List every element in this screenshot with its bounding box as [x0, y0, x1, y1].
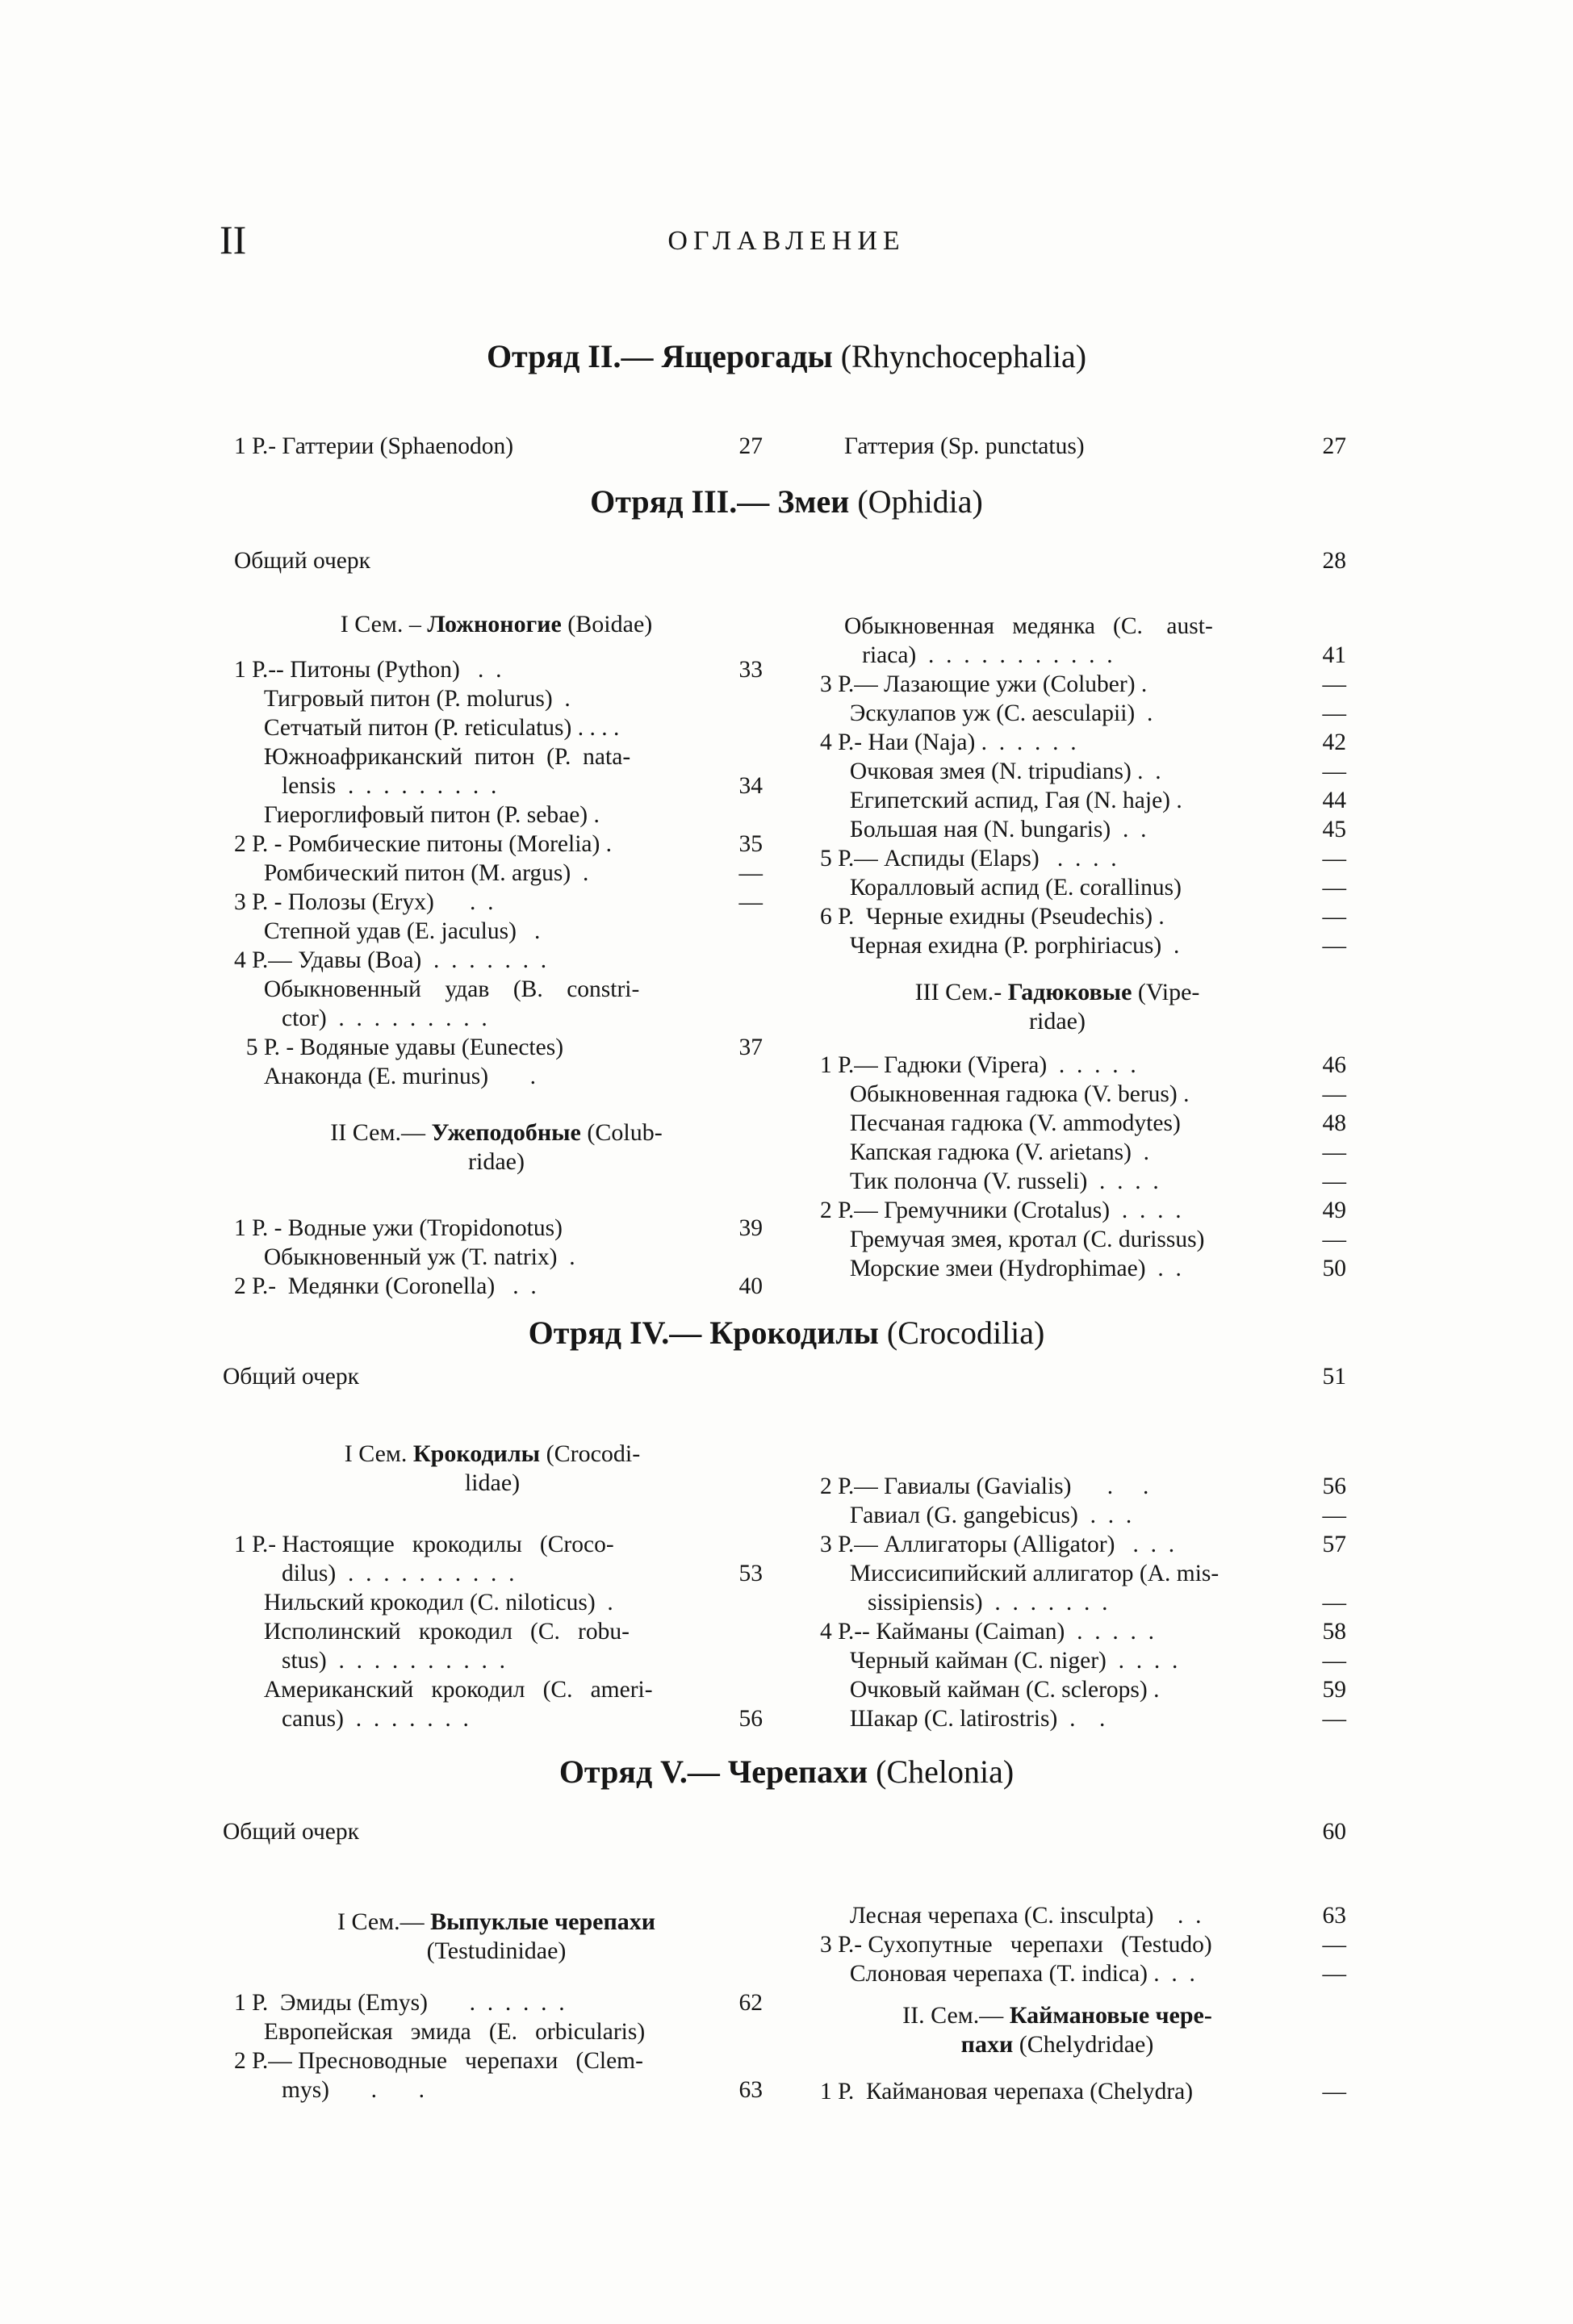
- toc-page-number: —: [1322, 1961, 1346, 1987]
- toc-page-number: —: [1322, 759, 1346, 784]
- toc-entry: Анаконда (E. murinus) .: [234, 1064, 537, 1089]
- toc-page-number: 56: [1322, 1473, 1346, 1499]
- toc-entry: 2 Р.— Пресноводные черепахи (Clem-: [234, 2048, 643, 2074]
- toc-page-number: 46: [1322, 1052, 1346, 1078]
- toc-entry: canus) . . . . . . .: [234, 1706, 469, 1732]
- toc-entry: Европейская эмида (E. orbicularis): [234, 2019, 646, 2045]
- toc-page-number: 41: [1322, 642, 1346, 668]
- toc-entry: stus) . . . . . . . . . .: [234, 1648, 505, 1674]
- toc-page-number: —: [738, 889, 763, 915]
- toc-page-number: 58: [1322, 1619, 1346, 1645]
- toc-entry: 1 Р.- Настоящие крокодилы (Croco-: [234, 1532, 614, 1557]
- toc-entry: Американский крокодил (C. ameri-: [234, 1677, 653, 1703]
- toc-entry: Слоновая черепаха (T. indica) . . .: [820, 1961, 1195, 1987]
- toc-entry: 2 Р.- Медянки (Coronella) . .: [234, 1273, 537, 1299]
- toc-entry: Коралловый аспид (E. corallinus): [820, 875, 1182, 901]
- family-heading-line: II Сем.— Ужеподобные (Colub-: [330, 1119, 663, 1146]
- toc-entry: Морские змеи (Hydrophimae) . .: [820, 1256, 1182, 1281]
- section-heading-bold: Отряд II.— Ящерогады: [486, 338, 833, 374]
- toc-entry: Обыкновенный удав (B. constri-: [234, 976, 640, 1002]
- toc-entry: Гаттерия (Sp. punctatus): [844, 433, 1085, 459]
- toc-entry: Египетский аспид, Гая (N. haje) .: [820, 788, 1182, 813]
- family-heading-line: I Сем.— Выпуклые черепахи: [337, 1908, 656, 1935]
- toc-entry: 1 Р.— Гадюки (Vipera) . . . . .: [820, 1052, 1136, 1078]
- toc-entry: Ромбический питон (M. argus) .: [234, 860, 589, 886]
- family-heading-line: III Сем.- Гадюковые (Vipe-: [914, 979, 1200, 1005]
- toc-page-number: —: [1322, 846, 1346, 872]
- toc-entry: 2 Р.— Гавиалы (Gavialis) . .: [820, 1473, 1149, 1499]
- toc-entry: Тигровый питон (P. molurus) .: [234, 686, 571, 712]
- toc-page-number: 59: [1322, 1677, 1346, 1703]
- toc-entry: 1 Р.-- Питоны (Python) . .: [234, 657, 502, 683]
- toc-page-number: 27: [738, 433, 763, 459]
- toc-entry: 1 Р. Эмиды (Emys) . . . . . .: [234, 1990, 565, 2016]
- toc-entry: 2 Р. - Ромбические питоны (Morelia) .: [234, 831, 613, 857]
- running-head: ОГЛАВЛЕНИЕ: [667, 226, 906, 256]
- toc-page-number: 60: [1322, 1819, 1346, 1845]
- toc-entry: Степной удав (E. jaculus) .: [234, 918, 541, 944]
- toc-page-number: —: [1322, 1503, 1346, 1528]
- family-heading-line: ridae): [468, 1148, 525, 1175]
- toc-entry: dilus) . . . . . . . . . .: [234, 1561, 515, 1586]
- toc-entry: Эскулапов уж (C. aesculapii) .: [820, 700, 1153, 726]
- section-heading-latin: (Chelonia): [868, 1753, 1015, 1790]
- toc-page-number: —: [1322, 1168, 1346, 1194]
- toc-entry: Очковая змея (N. tripudians) . .: [820, 759, 1161, 784]
- toc-entry: 1 Р.- Гаттерии (Sphaenodon): [234, 433, 514, 459]
- toc-entry: Исполинский крокодил (C. robu-: [234, 1619, 630, 1645]
- toc-entry: Гремучая змея, кротал (C. durissus): [820, 1227, 1205, 1252]
- toc-page-number: —: [1322, 671, 1346, 697]
- toc-page-number: —: [1322, 904, 1346, 930]
- toc-entry: Черный кайман (C. niger) . . . .: [820, 1648, 1178, 1674]
- toc-entry: 3 Р. - Полозы (Eryx) . .: [234, 889, 494, 915]
- section-heading-latin: (Rhynchocephalia): [832, 338, 1087, 374]
- toc-page-number: 50: [1322, 1256, 1346, 1281]
- toc-entry: sissipiensis) . . . . . . .: [820, 1590, 1108, 1616]
- toc-entry: Общий очерк: [234, 548, 370, 574]
- family-heading: [270, 610, 722, 639]
- toc-page-number: —: [1322, 1227, 1346, 1252]
- page-number: II: [220, 217, 247, 262]
- toc-page-number: —: [1322, 1590, 1346, 1616]
- toc-page-number: —: [1322, 875, 1346, 901]
- toc-entry: Общий очерк: [223, 1364, 359, 1390]
- toc-page-number: 56: [738, 1706, 763, 1732]
- toc-page-number: 34: [738, 773, 763, 799]
- section-heading-bold: Отряд IV.— Крокодилы: [528, 1315, 879, 1351]
- toc-entry: 4 Р.-- Кайманы (Caiman) . . . . .: [820, 1619, 1154, 1645]
- toc-page-number: 33: [738, 657, 763, 683]
- toc-entry: Песчаная гадюка (V. ammodytes): [820, 1110, 1181, 1136]
- toc-page-number: 57: [1322, 1532, 1346, 1557]
- family-heading-line: I Сем. – Ложноногие (Boidae): [340, 611, 653, 637]
- toc-entry: Шакар (C. latirostris) . .: [820, 1706, 1106, 1732]
- toc-entry: Обыкновенная гадюка (V. berus) .: [820, 1081, 1190, 1107]
- section-heading-bold: Отряд V.— Черепахи: [558, 1753, 868, 1790]
- toc-page-number: 63: [1322, 1903, 1346, 1929]
- toc-page-number: 48: [1322, 1110, 1346, 1136]
- toc-entry: 3 Р.- Сухопутные черепахи (Testudo): [820, 1932, 1212, 1958]
- toc-page-number: 63: [738, 2077, 763, 2103]
- toc-entry: 4 Р.- Наи (Naja) . . . . . .: [820, 729, 1077, 755]
- family-heading-line: (Testudinidae): [426, 1937, 567, 1964]
- family-heading-line: пахи (Chelydridae): [960, 2031, 1154, 2058]
- toc-entry: Лесная черепаха (C. insculpta) . .: [820, 1903, 1202, 1929]
- toc-page-number: 28: [1322, 548, 1346, 574]
- family-heading-line: II. Сем.— Каймановые чере-: [902, 2002, 1212, 2029]
- toc-page-number: —: [1322, 1139, 1346, 1165]
- family-heading: [270, 1908, 722, 1966]
- toc-page-number: —: [1322, 700, 1346, 726]
- toc-page-number: —: [1322, 1648, 1346, 1674]
- toc-page-number: 53: [738, 1561, 763, 1586]
- family-heading-line: ridae): [1029, 1008, 1086, 1035]
- toc-entry: Черная ехидна (P. porphiriacus) .: [820, 933, 1180, 959]
- toc-entry: Южноафриканский питон (P. nata-: [234, 744, 631, 770]
- toc-page-number: 42: [1322, 729, 1346, 755]
- toc-entry: 3 Р.— Лазающие ужи (Coluber) .: [820, 671, 1148, 697]
- toc-entry: Гиероглифовый питон (P. sebae) .: [234, 802, 600, 828]
- section-heading: [0, 337, 1573, 375]
- toc-entry: 1 Р. Каймановая черепаха (Chelydra): [820, 2079, 1194, 2105]
- toc-page-number: —: [1322, 1081, 1346, 1107]
- toc-page-number: 51: [1322, 1364, 1346, 1390]
- toc-page-number: 37: [738, 1035, 763, 1060]
- section-heading-latin: (Ophidia): [849, 483, 983, 520]
- toc-page-number: —: [1322, 933, 1346, 959]
- section-heading: [0, 1753, 1573, 1791]
- toc-page-number: 40: [738, 1273, 763, 1299]
- family-heading: [270, 1118, 722, 1177]
- section-heading: [0, 1314, 1573, 1352]
- toc-entry: Обыкновенный уж (T. natrix) .: [234, 1244, 575, 1270]
- toc-page-number: —: [1322, 2079, 1346, 2105]
- toc-page-number: —: [1322, 1932, 1346, 1958]
- toc-page-number: 39: [738, 1215, 763, 1241]
- section-heading: [0, 483, 1573, 520]
- toc-entry: 3 Р.— Аллигаторы (Alligator) . . .: [820, 1532, 1175, 1557]
- toc-entry: 5 Р. - Водяные удавы (Eunectes): [234, 1035, 564, 1060]
- toc-entry: ctor) . . . . . . . . .: [234, 1005, 487, 1031]
- toc-entry: Миссисипийский аллигатор (A. mis-: [820, 1561, 1219, 1586]
- toc-entry: Обыкновенная медянка (C. aust-: [844, 613, 1213, 639]
- toc-page-number: 45: [1322, 817, 1346, 842]
- toc-entry: Очковый кайман (C. sclerops) .: [820, 1677, 1160, 1703]
- toc-page-number: 44: [1322, 788, 1346, 813]
- toc-entry: 1 Р. - Водные ужи (Tropidonotus): [234, 1215, 563, 1241]
- toc-page-number: —: [738, 860, 763, 886]
- toc-entry: 5 Р.— Аспиды (Elaps) . . . .: [820, 846, 1117, 872]
- family-heading: [872, 2001, 1243, 2059]
- toc-page-number: 49: [1322, 1198, 1346, 1223]
- toc-entry: 6 Р. Черные ехидны (Pseudechis) .: [820, 904, 1165, 930]
- toc-entry: 2 Р.— Гремучники (Crotalus) . . . .: [820, 1198, 1182, 1223]
- toc-page-number: 27: [1322, 433, 1346, 459]
- toc-entry: Тик полонча (V. russeli) . . . .: [820, 1168, 1159, 1194]
- toc-entry: 4 Р.— Удавы (Boa) . . . . . . .: [234, 947, 547, 973]
- toc-entry: Сетчатый питон (P. reticulatus) . . . .: [234, 715, 620, 741]
- toc-entry: mys) . .: [234, 2077, 425, 2103]
- toc-entry: lensis . . . . . . . . .: [234, 773, 497, 799]
- family-heading-line: lidae): [464, 1469, 521, 1496]
- toc-entry: Нильский крокодил (C. niloticus) .: [234, 1590, 613, 1616]
- toc-entry: riaca) . . . . . . . . . . .: [844, 642, 1113, 668]
- toc-page-number: 35: [738, 831, 763, 857]
- toc-entry: Гавиал (G. gangebicus) . . .: [820, 1503, 1132, 1528]
- family-heading: [282, 1440, 702, 1498]
- toc-entry: Общий очерк: [223, 1819, 359, 1845]
- toc-entry: Капская гадюка (V. arietans) .: [820, 1139, 1150, 1165]
- family-heading: [872, 978, 1243, 1036]
- section-heading-latin: (Crocodilia): [878, 1315, 1045, 1351]
- family-heading-line: I Сем. Крокодилы (Crocodi-: [344, 1440, 641, 1467]
- toc-page-number: —: [1322, 1706, 1346, 1732]
- section-heading-bold: Отряд III.— Змеи: [590, 483, 850, 520]
- toc-page-number: 62: [738, 1990, 763, 2016]
- toc-entry: Большая ная (N. bungaris) . .: [820, 817, 1147, 842]
